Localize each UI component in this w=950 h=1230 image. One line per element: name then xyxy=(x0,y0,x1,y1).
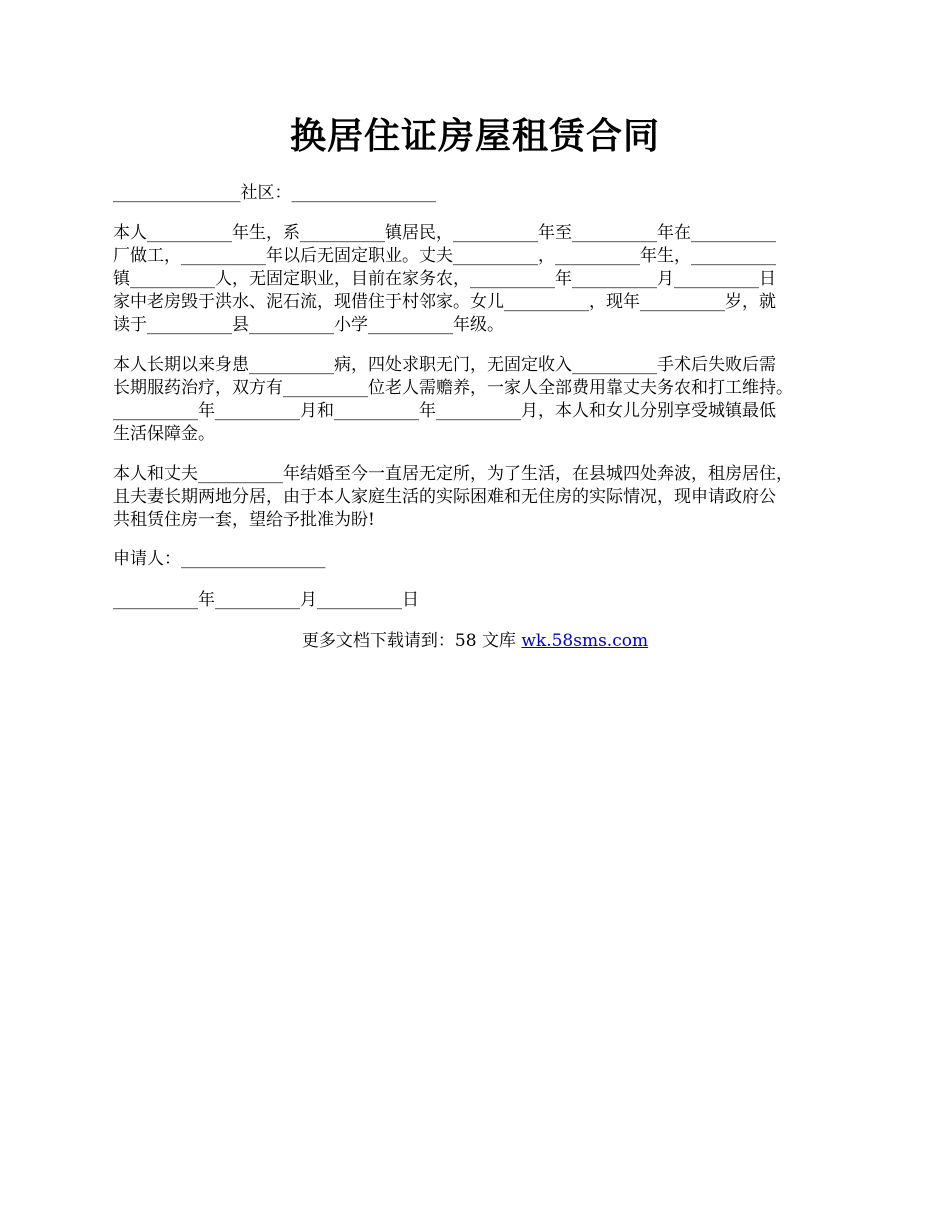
footer-link[interactable]: wk.58sms.com xyxy=(521,631,649,651)
paragraph-2-line-3: __________年__________月和__________年__________月，本人和女儿分别享受城镇最低 xyxy=(113,401,776,421)
paragraph-1-line-1: 本人__________年生，系__________镇居民，__________年至__________年在__________ xyxy=(113,223,776,243)
footer-text: 更多文档下载请到：58 文库 xyxy=(301,631,522,651)
footer xyxy=(0,630,950,653)
paragraph-1-line-3: 镇__________人，无固定职业，目前在家务农，__________年__________月__________日 xyxy=(113,269,776,289)
date-line: __________年__________月__________日 xyxy=(113,590,419,610)
paragraph-3-line-2: 且夫妻长期两地分居，由于本人家庭生活的实际困难和无住房的实际情况，现申请政府公 xyxy=(113,487,776,507)
community-line: _______________社区：_________________ xyxy=(113,183,436,203)
paragraph-2-line-4: 生活保障金。 xyxy=(113,424,215,444)
paragraph-2-line-2: 长期服药治疗，双方有__________位老人需赡养，一家人全部费用靠丈夫务农和打工维持。 xyxy=(113,378,793,398)
paragraph-1-line-2: 厂做工，__________年以后无固定职业。丈夫__________，__________年生，__________ xyxy=(113,246,776,266)
document-title: 换居住证房屋租赁合同 xyxy=(289,115,660,157)
paragraph-1-line-5: 读于__________县__________小学__________年级。 xyxy=(113,315,504,335)
paragraph-2-line-1: 本人长期以来身患__________病，四处求职无门，无固定收入__________手术后失败后需 xyxy=(113,355,776,375)
paragraph-3-line-3: 共租赁住房一套，望给予批准为盼! xyxy=(113,510,375,530)
applicant-line: 申请人：_________________ xyxy=(113,549,326,569)
paragraph-1-line-4: 家中老房毁于洪水、泥石流，现借住于村邻家。女儿__________，现年__________岁，就 xyxy=(113,292,776,312)
paragraph-3-line-1: 本人和丈夫__________年结婚至今一直居无定所，为了生活，在县城四处奔波，租房居住， xyxy=(113,464,793,484)
